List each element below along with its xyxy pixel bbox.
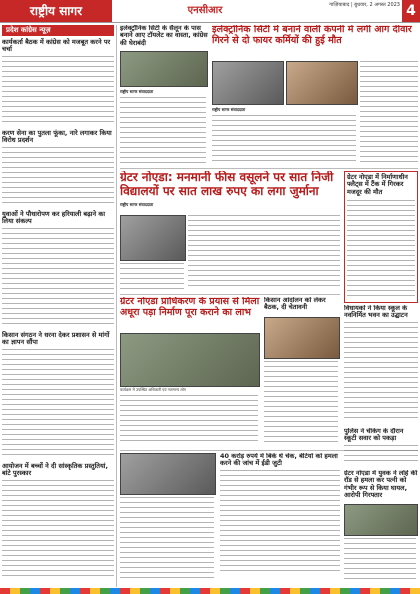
story-1-headline: कार्यकर्ता बैठक में कांग्रेस को मजबूत करने पर चर्चा <box>2 38 111 54</box>
top-right-body-2 <box>360 61 418 163</box>
story-2 <box>2 130 114 207</box>
right-story-body <box>344 322 418 422</box>
left-section-label: प्रदेश कांग्रेस न्यूज़ <box>2 25 114 36</box>
lower-center-photo <box>264 317 340 359</box>
footer-strip <box>0 588 420 594</box>
lower-right-headline: पुलिस ने चेकिंग के दौरान स्कूटी सवार को पकड़ा <box>344 428 404 443</box>
right-story <box>344 305 418 425</box>
lower-right-story <box>344 428 418 468</box>
horizontal-divider <box>120 168 418 169</box>
top-right-photo <box>212 61 284 105</box>
story-4-headline: किसान संगठन ने धरना देकर प्रशासन से मांगों का ज्ञापन सौंपा <box>2 330 110 347</box>
top-right-headline: इलेक्ट्रोनिक सिटी में बनाने वाली कंपनी में लगी आग दीवार गिरने से दो फायर कर्मियों की हुई मौत <box>212 25 412 46</box>
lower-left-headline: ग्रेटर नोएडा प्राधिकरण के प्रयास से मिला अधूरा पड़ा निर्माण पूरा कराने का लाभ <box>120 297 260 318</box>
masthead <box>0 0 420 23</box>
lower-left-story <box>120 297 260 447</box>
bottom-left-story <box>120 453 216 583</box>
bottom-center-body <box>220 470 340 574</box>
lower-left-body <box>120 395 258 445</box>
right-story-headline: विधायकों ने किया स्कूल के नवनिर्मित भवन का उद्घाटन <box>344 305 408 320</box>
column-divider <box>116 25 117 587</box>
story-1-body <box>2 56 114 126</box>
left-column <box>2 25 114 587</box>
story-5-headline: आयोजन में बच्चों ने दी सांस्कृतिक प्रस्तुतियां, बांटे पुरस्कार <box>2 461 108 478</box>
middle-headline: ग्रेटर नोएडा: मनमानी फीस वसूलने पर सात निजी विद्यालयों पर सात लाख रुपए का लगा जुर्माना <box>120 171 334 198</box>
story-3 <box>2 211 114 328</box>
section-title: राष्ट्रीय सागर <box>0 0 112 22</box>
right-box <box>344 171 418 303</box>
middle-byline: राष्ट्रीय सागर संवाददाता <box>120 201 154 207</box>
bottom-left-body <box>120 497 214 581</box>
top-right-photo-2 <box>286 61 358 105</box>
story-4 <box>2 332 114 459</box>
story-2-body <box>2 147 114 207</box>
date-info: गाज़ियाबाद | बुधवार, 2 अगस्त 2023 <box>329 2 400 8</box>
middle-story <box>120 171 340 291</box>
story-1 <box>2 39 114 126</box>
top-center-story <box>120 25 208 165</box>
page-number: 4 <box>402 0 420 22</box>
story-3-headline: युवाओं ने पौधारोपण कर हरियाली बढ़ाने का लिया संकल्प <box>2 209 106 226</box>
top-center-body <box>120 97 206 163</box>
lower-left-photo <box>120 333 260 387</box>
bottom-right-body <box>344 538 416 582</box>
lower-center-story <box>264 297 340 447</box>
bottom-left-photo <box>120 453 216 495</box>
middle-body-2 <box>120 263 184 289</box>
right-box-body <box>347 200 415 296</box>
story-5 <box>2 463 114 580</box>
right-box-headline: ग्रेटर नोएडा में निर्माणाधीन फ्लैट्स में टैंक में गिरकर मजदूर की मौत <box>347 173 408 196</box>
horizontal-divider-2 <box>120 294 340 295</box>
story-2-headline: करण सेना का पुतला फूंका, नारे लगाकर किया विरोध प्रदर्शन <box>2 128 112 145</box>
story-5-body <box>2 480 114 580</box>
lower-center-body <box>264 361 338 445</box>
lower-center-headline: किसान आंदोलन को लेकर बैठक, दी चेतावनी <box>264 297 326 312</box>
top-center-photo <box>120 51 208 87</box>
middle-photo <box>120 215 186 261</box>
bottom-right-photo <box>344 504 418 536</box>
top-center-byline: राष्ट्रीय सागर संवाददाता <box>120 89 154 94</box>
bottom-center-headline: 40 करोड़ रुपये में बिके थे चेक, बेटियों को हमला करने की जांच में ईडी जुटी <box>220 453 338 468</box>
middle-body <box>188 215 340 289</box>
top-right-body <box>212 115 356 163</box>
top-right-story <box>212 25 418 165</box>
story-4-body <box>2 349 114 459</box>
lower-left-caption: कार्यक्रम में उपस्थित अधिकारी एवं गणमान्य लोग <box>120 387 187 392</box>
brand-name: एनसीआर <box>187 5 223 16</box>
top-center-headline: इलेक्ट्रॉनिक सिटी के सैलून के पास बनाने आए टॉयलेट का वास्ता, कांग्रेस की घेराबंदी <box>120 25 208 47</box>
lower-right-body <box>344 445 418 465</box>
bottom-right-headline: ग्रेटर नोएडा में युवक ने लोहे की रॉड से हमला कर पत्नी को गंभीर रूप से किया घायल, आरोपी गिरफ्तार <box>344 470 418 500</box>
bottom-right-story <box>344 470 418 584</box>
story-3-body <box>2 228 114 328</box>
top-right-byline: राष्ट्रीय सागर संवाददाता <box>212 107 246 112</box>
bottom-center-story <box>220 453 340 583</box>
